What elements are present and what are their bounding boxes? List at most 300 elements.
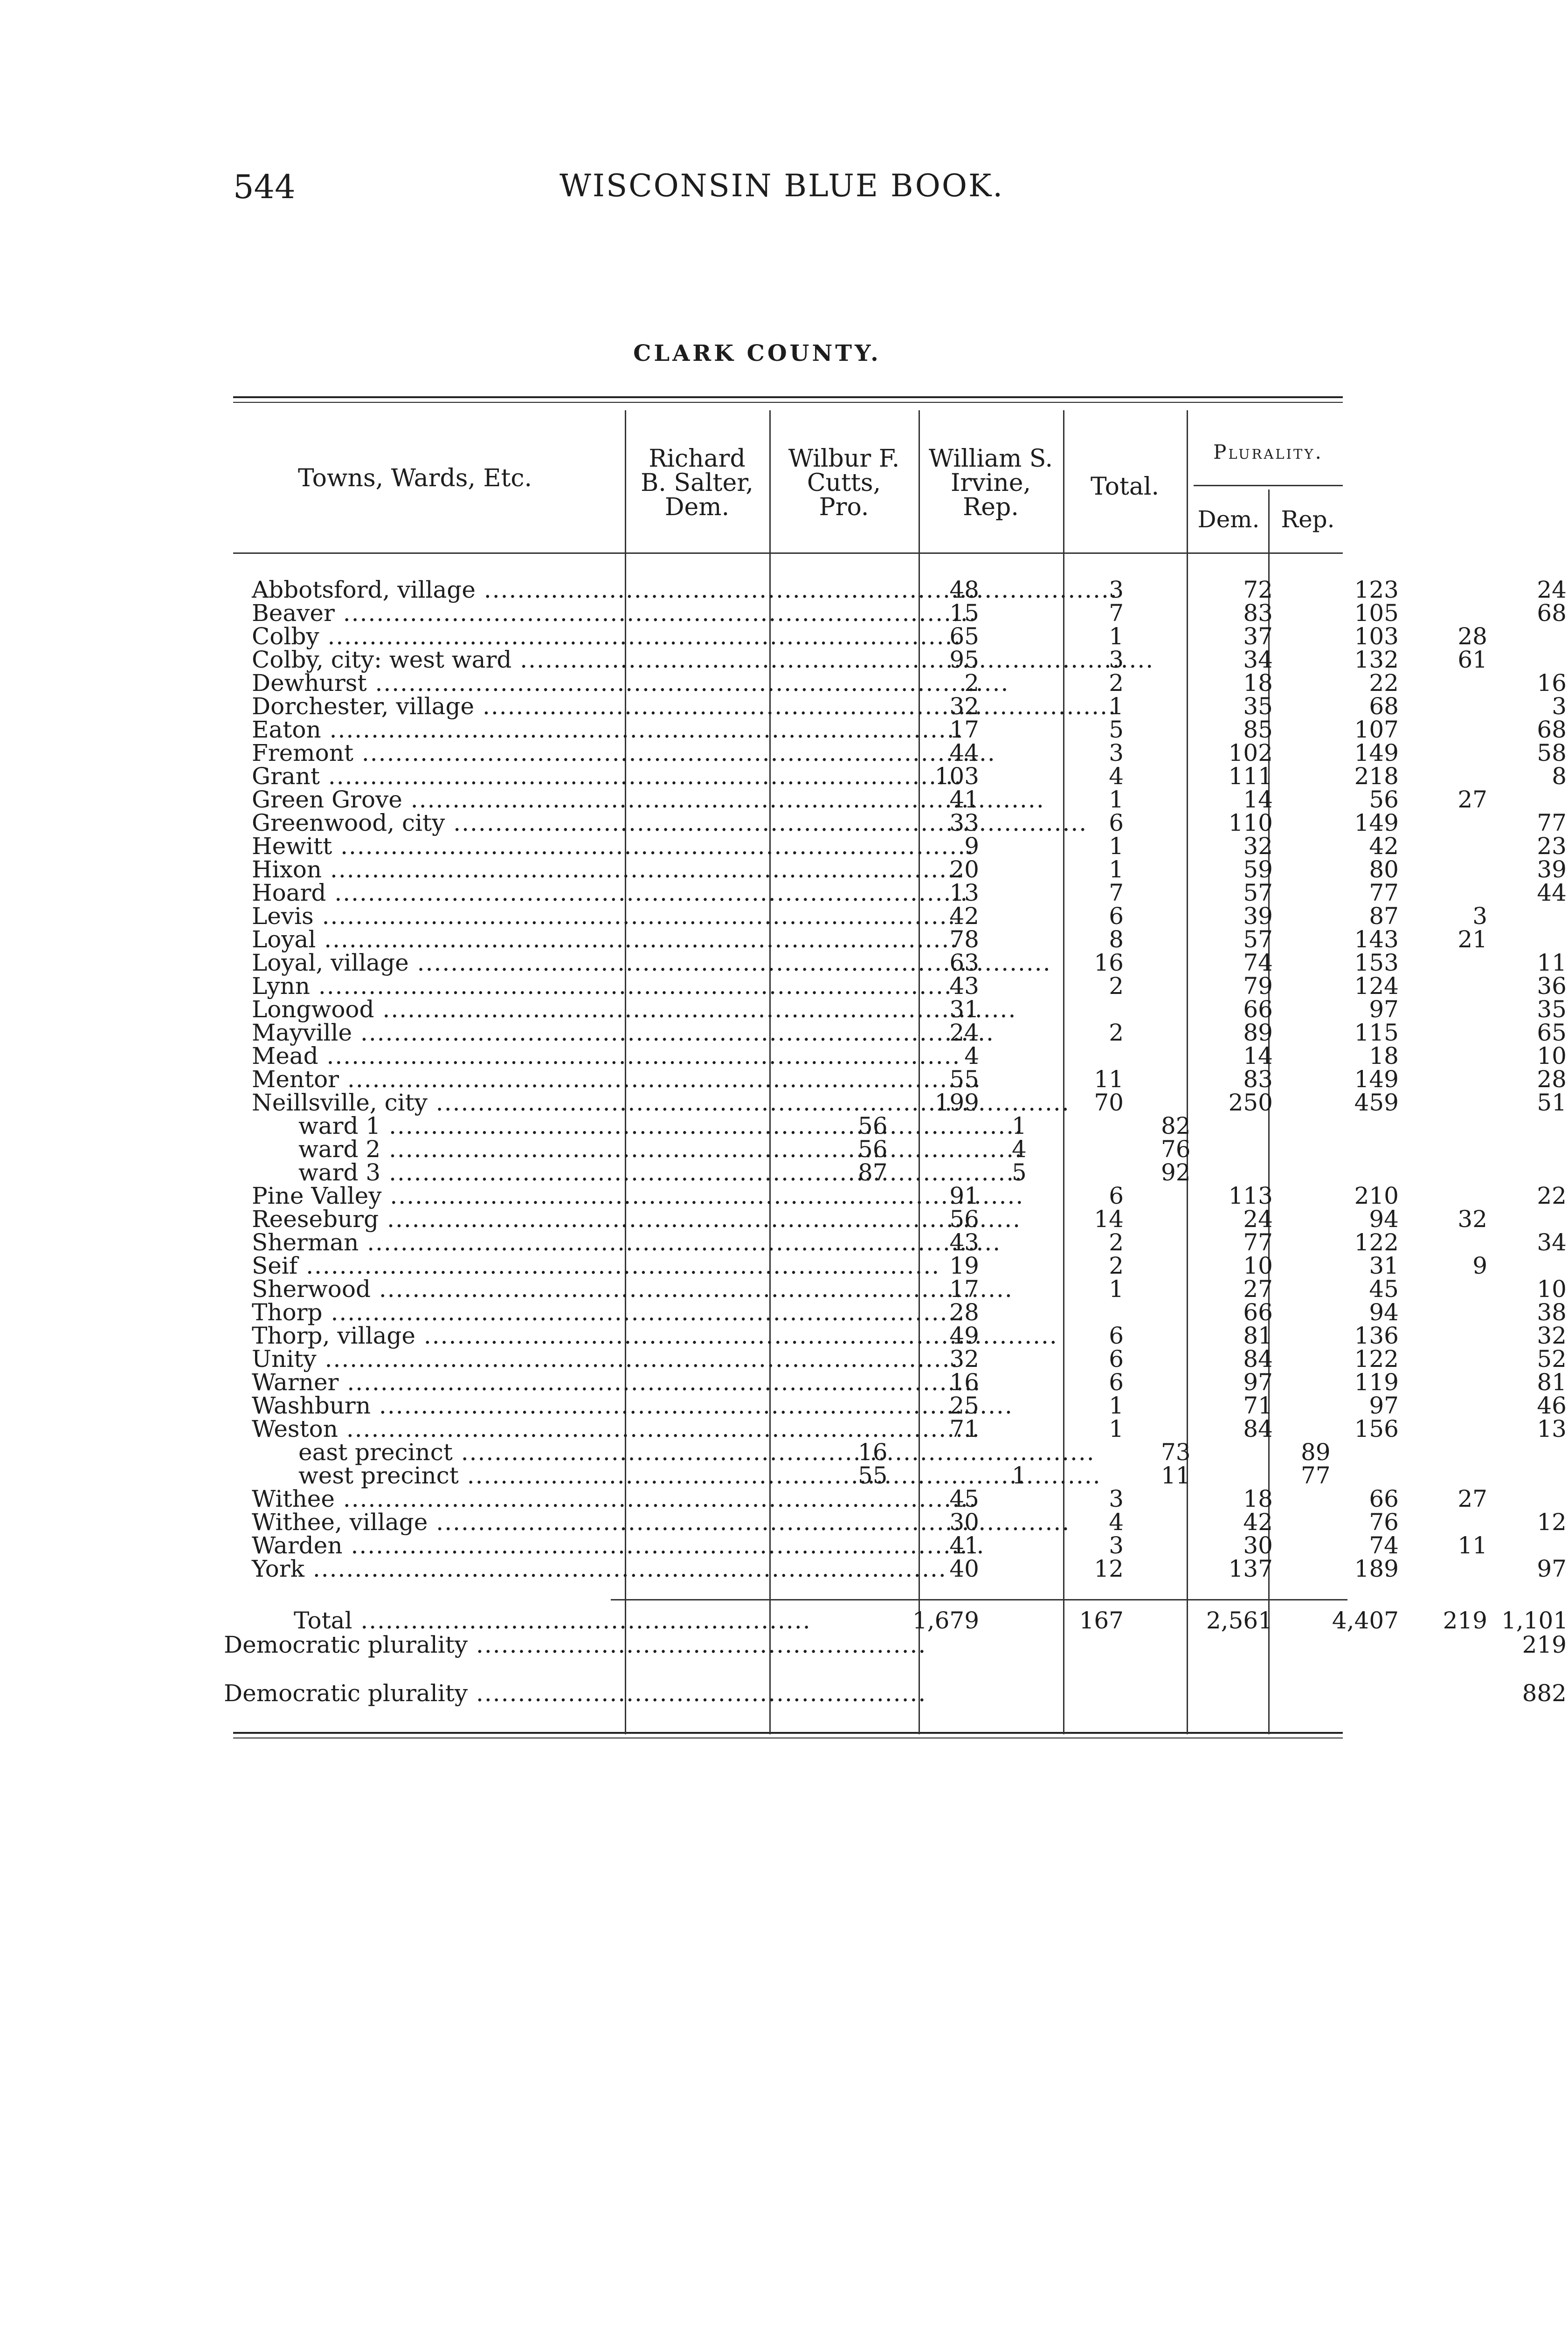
row-cutts-votes: 1 [1012,1112,1027,1139]
row-plurality-dem: 32 [1457,1206,1487,1233]
row-salter-votes: 199 [934,1089,979,1116]
row-name: Levis ..... [252,904,825,928]
row-cutts-votes: 6 [1109,1345,1124,1372]
row-name: Seif ..... [252,1254,825,1277]
row-plurality-rep: 46 [1537,1392,1567,1419]
row-salter-votes: 4 [964,1042,979,1069]
row-total-votes: 149 [1354,739,1399,766]
row-name: Withee, village ..... [252,1510,825,1534]
table-row [224,1509,1567,1536]
table-row [224,809,1567,836]
row-total-votes: 89 [1301,1439,1331,1466]
row-irvine-votes: 79 [1243,972,1273,1000]
democratic-plurality-row [224,1631,1567,1658]
row-irvine-votes: 32 [1243,833,1273,860]
row-plurality-rep: 81 [1537,1369,1567,1396]
row-salter-votes: 19 [949,1252,979,1279]
row-plurality-dem: 27 [1457,1485,1487,1512]
row-name: Longwood ..... [252,998,825,1021]
row-total-votes: 94 [1369,1206,1399,1233]
row-cutts-votes: 1 [1109,1276,1124,1303]
row-salter-votes: 17 [949,716,979,743]
total-plurality-rep: 1,101 [1501,1607,1568,1634]
row-plurality-rep: 39 [1537,856,1567,883]
table-row [224,1066,1567,1093]
header-plurality: Plurality. [1213,441,1323,463]
row-irvine-votes: 84 [1243,1415,1273,1442]
row-name: Weston ..... [252,1417,825,1441]
table-row [224,623,1487,650]
table-row [224,1182,1567,1209]
row-name: Mead ..... [252,1044,825,1068]
row-name: Sherwood ..... [252,1277,825,1301]
row-irvine-votes: 77 [1243,1229,1273,1256]
row-cutts-votes: 2 [1109,972,1124,1000]
row-total-votes: 124 [1354,972,1399,1000]
row-irvine-votes: 81 [1243,1322,1273,1349]
row-irvine-votes: 27 [1243,1276,1273,1303]
row-total-votes: 189 [1354,1555,1399,1582]
row-irvine-votes: 110 [1228,809,1273,836]
row-name: east precinct ..... [298,1441,872,1464]
row-plurality-rep: 68 [1537,716,1567,743]
header-towns: Towns, Wards, Etc. [297,464,532,492]
row-plurality-rep: 44 [1537,879,1567,906]
row-plurality-rep: 58 [1537,739,1567,766]
row-irvine-votes: 37 [1243,623,1273,650]
row-plurality-rep: 8 [1552,763,1567,790]
table-row [224,669,1567,697]
row-plurality-rep: 12 [1537,1509,1567,1536]
header-bottom-rule [233,552,1343,554]
row-cutts-votes: 1 [1109,1392,1124,1419]
row-name: Lynn ..... [252,974,825,998]
row-plurality-rep: 35 [1537,996,1567,1023]
row-salter-votes: 33 [949,809,979,836]
row-irvine-votes: 42 [1243,1509,1273,1536]
row-plurality-rep: 22 [1537,1182,1567,1209]
row-total-votes: 136 [1354,1322,1399,1349]
row-salter-votes: 42 [949,903,979,930]
row-salter-votes: 44 [949,739,979,766]
row-cutts-votes: 12 [1094,1555,1124,1582]
row-plurality-rep: 24 [1537,576,1567,603]
row-cutts-votes: 3 [1109,576,1124,603]
row-irvine-votes: 18 [1243,1485,1273,1512]
table-row [224,1206,1487,1233]
row-irvine-votes: 89 [1243,1019,1273,1046]
row-cutts-votes: 8 [1109,926,1124,953]
row-salter-votes: 28 [949,1299,979,1326]
row-irvine-votes: 24 [1243,1206,1273,1233]
table-top-rule-2 [233,402,1343,403]
row-name: ward 2 ..... [298,1138,872,1161]
row-total-votes: 42 [1369,833,1399,860]
row-name: Green Grove ..... [252,788,825,811]
table-row [224,646,1487,673]
row-irvine-votes: 10 [1243,1252,1273,1279]
book-title: WISCONSIN BLUE BOOK. [560,168,1004,204]
row-total-votes: 210 [1354,1182,1399,1209]
row-irvine-votes: 92 [1161,1159,1191,1186]
row-total-votes: 94 [1369,1299,1399,1326]
total-row [224,1607,1568,1634]
row-irvine-votes: 71 [1243,1392,1273,1419]
row-total-votes: 77 [1301,1462,1331,1489]
row-plurality-rep: 68 [1537,600,1567,627]
row-irvine-votes: 59 [1243,856,1273,883]
row-total-votes: 22 [1369,669,1399,697]
row-name: Eaton ..... [252,718,825,741]
row-cutts-votes: 1 [1109,786,1124,813]
row-name: Hewitt ..... [252,834,825,858]
row-name: Washburn ..... [252,1394,825,1417]
table-row [224,1042,1567,1069]
row-irvine-votes: 11 [1161,1462,1191,1489]
total-cutts: 167 [1079,1607,1124,1634]
row-salter-votes: 32 [949,1345,979,1372]
row-total-votes: 153 [1354,949,1399,976]
row-total-votes: 149 [1354,809,1399,836]
table-row [224,949,1567,976]
row-total-votes: 105 [1354,600,1399,627]
table-row [224,1415,1567,1442]
row-irvine-votes: 39 [1243,903,1273,930]
row-salter-votes: 91 [949,1182,979,1209]
row-name: Warner ..... [252,1371,825,1394]
row-irvine-votes: 137 [1228,1555,1273,1582]
row-salter-votes: 56 [858,1136,888,1163]
total-label: Total ..... [294,1608,816,1633]
row-plurality-dem: 3 [1472,903,1487,930]
row-plurality-dem: 21 [1457,926,1487,953]
table-row [224,996,1567,1023]
row-plurality-rep: 10 [1537,1276,1567,1303]
table-row [224,1276,1567,1303]
row-salter-votes: 63 [949,949,979,976]
row-plurality-rep: 38 [1537,1299,1567,1326]
row-cutts-votes: 5 [1109,716,1124,743]
table-top-rule [233,396,1343,398]
header-plurality-dem: Dem. [1197,506,1260,533]
table-row [224,1252,1487,1279]
row-total-votes: 143 [1354,926,1399,953]
row-name: Mentor ..... [252,1068,825,1091]
row-name: Abbotsford, village ..... [252,578,825,601]
row-plurality-rep: 97 [1537,1555,1567,1582]
row-name: Loyal ..... [252,928,825,951]
row-irvine-votes: 84 [1243,1345,1273,1372]
row-salter-votes: 9 [964,833,979,860]
row-plurality-rep: 11 [1537,949,1567,976]
table-row [224,576,1567,603]
row-name: Neillsville, city ..... [252,1091,825,1114]
row-name: Withee ..... [252,1487,825,1510]
row-salter-votes: 41 [949,1532,979,1559]
row-salter-votes: 16 [858,1439,888,1466]
row-cutts-votes: 1 [1109,856,1124,883]
row-total-votes: 31 [1369,1252,1399,1279]
row-name: York ..... [252,1557,825,1580]
row-name: Dorchester, village ..... [252,695,825,718]
county-title: CLARK COUNTY. [633,340,881,366]
row-irvine-votes: 97 [1243,1369,1273,1396]
table-row [224,1464,1352,1487]
row-salter-votes: 43 [949,972,979,1000]
row-name: Thorp ..... [252,1301,825,1324]
row-irvine-votes: 30 [1243,1532,1273,1559]
table-row [224,903,1487,930]
row-plurality-dem: 27 [1457,786,1487,813]
table-row [224,1229,1567,1256]
table-row [224,1532,1487,1559]
table-row [224,739,1567,766]
row-plurality-dem: 28 [1457,623,1487,650]
row-cutts-votes: 1 [1109,1415,1124,1442]
row-name: Fremont ..... [252,741,825,765]
table-row [224,1299,1567,1326]
row-salter-votes: 48 [949,576,979,603]
row-salter-votes: 55 [858,1462,888,1489]
row-irvine-votes: 102 [1228,739,1273,766]
row-irvine-votes: 14 [1243,1042,1273,1069]
row-salter-votes: 56 [949,1206,979,1233]
row-salter-votes: 41 [949,786,979,813]
row-plurality-rep: 77 [1537,809,1567,836]
table-row [224,1089,1567,1116]
row-cutts-votes: 7 [1109,600,1124,627]
row-cutts-votes: 2 [1109,1019,1124,1046]
header-total: Total. [1090,473,1159,501]
row-plurality-rep: 52 [1537,1345,1567,1372]
row-cutts-votes: 3 [1109,739,1124,766]
row-total-votes: 156 [1354,1415,1399,1442]
row-salter-votes: 2 [964,669,979,697]
row-name: Sherman ..... [252,1231,825,1254]
row-name: Colby ..... [252,625,825,648]
table-row [224,1555,1567,1582]
row-cutts-votes: 5 [1012,1159,1027,1186]
row-cutts-votes: 1 [1109,833,1124,860]
row-salter-votes: 65 [949,623,979,650]
table-row [224,856,1567,883]
row-salter-votes: 40 [949,1555,979,1582]
row-plurality-rep: 13 [1537,1415,1567,1442]
row-total-votes: 122 [1354,1345,1399,1372]
democratic-plurality-final-label: Democratic plurality ..... [224,1681,816,1705]
row-salter-votes: 87 [858,1159,888,1186]
plurality-rule [1194,485,1343,486]
row-salter-votes: 25 [949,1392,979,1419]
row-cutts-votes: 1 [1012,1462,1027,1489]
row-total-votes: 459 [1354,1089,1399,1116]
row-name: Dewhurst ..... [252,671,825,695]
row-salter-votes: 24 [949,1019,979,1046]
row-name: Mayville ..... [252,1021,825,1044]
row-salter-votes: 32 [949,693,979,720]
row-cutts-votes: 6 [1109,1369,1124,1396]
democratic-plurality-label: Democratic plurality ..... [224,1633,816,1657]
row-cutts-votes: 6 [1109,1182,1124,1209]
row-name: Hoard ..... [252,881,825,904]
row-total-votes: 74 [1369,1532,1399,1559]
row-cutts-votes: 4 [1012,1136,1027,1163]
row-cutts-votes: 11 [1094,1066,1124,1093]
row-total-votes: 77 [1369,879,1399,906]
row-plurality-rep: 32 [1537,1322,1567,1349]
row-cutts-votes: 70 [1094,1089,1124,1116]
row-name: west precinct ..... [298,1464,872,1487]
total-salter: 1,679 [912,1607,979,1634]
row-salter-votes: 71 [949,1415,979,1442]
row-name: Thorp, village ..... [252,1324,825,1347]
row-plurality-dem: 11 [1457,1532,1487,1559]
row-name: ward 1 ..... [298,1114,872,1138]
row-cutts-votes: 4 [1109,1509,1124,1536]
row-cutts-votes: 6 [1109,1322,1124,1349]
row-total-votes: 122 [1354,1229,1399,1256]
header-plurality-rep: Rep. [1281,506,1335,533]
row-irvine-votes: 250 [1228,1089,1273,1116]
table-row [224,1441,1352,1464]
row-cutts-votes: 2 [1109,1229,1124,1256]
row-total-votes: 107 [1354,716,1399,743]
row-cutts-votes: 14 [1094,1206,1124,1233]
row-irvine-votes: 113 [1228,1182,1273,1209]
row-irvine-votes: 83 [1243,600,1273,627]
row-salter-votes: 103 [934,763,979,790]
row-irvine-votes: 34 [1243,646,1273,673]
row-total-votes: 68 [1369,693,1399,720]
row-plurality-dem: 61 [1457,646,1487,673]
table-row [224,879,1567,906]
row-plurality-rep: 16 [1537,669,1567,697]
table-row [224,926,1487,953]
table-row [224,833,1567,860]
row-total-votes: 103 [1354,623,1399,650]
row-plurality-rep: 28 [1537,1066,1567,1093]
row-name: Colby, city: west ward ..... [252,648,825,671]
table-row [224,1345,1567,1372]
row-cutts-votes: 3 [1109,1485,1124,1512]
row-name: Loyal, village ..... [252,951,825,974]
header-salter: Richard B. Salter, Dem. [641,445,753,521]
table-row [224,1322,1567,1349]
row-salter-votes: 45 [949,1485,979,1512]
row-irvine-votes: 18 [1243,669,1273,697]
row-total-votes: 218 [1354,763,1399,790]
democratic-plurality-final-row [224,1680,1567,1707]
page-number: 544 [233,168,296,206]
row-cutts-votes: 1 [1109,623,1124,650]
row-name: Pine Valley ..... [252,1184,825,1207]
row-cutts-votes: 3 [1109,646,1124,673]
row-salter-votes: 43 [949,1229,979,1256]
row-name: Beaver ..... [252,601,825,625]
table-row [224,763,1567,790]
row-cutts-votes: 6 [1109,903,1124,930]
democratic-plurality-final-value: 882 [1522,1680,1567,1707]
row-salter-votes: 16 [949,1369,979,1396]
row-salter-votes: 31 [949,996,979,1023]
header-irvine: William S. Irvine, Rep. [928,445,1053,521]
row-name: Unity ..... [252,1347,825,1371]
table-row [224,972,1567,1000]
row-total-votes: 97 [1369,996,1399,1023]
page-header [233,168,1352,214]
total-total: 4,407 [1332,1607,1399,1634]
row-irvine-votes: 66 [1243,996,1273,1023]
row-name: Hixon ..... [252,858,825,881]
row-irvine-votes: 35 [1243,693,1273,720]
row-cutts-votes: 2 [1109,669,1124,697]
row-irvine-votes: 14 [1243,786,1273,813]
row-name: Greenwood, city ..... [252,811,825,834]
row-salter-votes: 49 [949,1322,979,1349]
totals-section [224,1607,1568,1707]
row-irvine-votes: 82 [1161,1112,1191,1139]
row-irvine-votes: 76 [1161,1136,1191,1163]
header-cutts: Wilbur F. Cutts, Pro. [788,445,900,521]
table-row [224,1392,1567,1419]
row-total-votes: 80 [1369,856,1399,883]
row-salter-votes: 30 [949,1509,979,1536]
table-row [224,1161,1352,1184]
row-cutts-votes: 2 [1109,1252,1124,1279]
row-irvine-votes: 74 [1243,949,1273,976]
row-total-votes: 97 [1369,1392,1399,1419]
totals-rule [611,1599,1347,1600]
table-row [224,1485,1487,1512]
row-cutts-votes: 7 [1109,879,1124,906]
row-cutts-votes: 3 [1109,1532,1124,1559]
row-total-votes: 87 [1369,903,1399,930]
row-name: Grant ..... [252,765,825,788]
results-table-body [224,576,1567,1582]
row-total-votes: 45 [1369,1276,1399,1303]
row-salter-votes: 55 [949,1066,979,1093]
table-row [224,693,1567,720]
table-row [224,600,1567,627]
row-salter-votes: 95 [949,646,979,673]
row-irvine-votes: 57 [1243,879,1273,906]
democratic-plurality-subtract: 219 [1522,1631,1567,1658]
row-plurality-rep: 3 [1552,693,1567,720]
row-irvine-votes: 111 [1228,763,1273,790]
row-plurality-rep: 34 [1537,1229,1567,1256]
row-salter-votes: 15 [949,600,979,627]
row-salter-votes: 56 [858,1112,888,1139]
row-name: Reeseburg ..... [252,1207,825,1231]
row-plurality-rep: 65 [1537,1019,1567,1046]
table-row [224,786,1487,813]
row-total-votes: 132 [1354,646,1399,673]
row-irvine-votes: 66 [1243,1299,1273,1326]
table-row [224,1369,1567,1396]
row-total-votes: 119 [1354,1369,1399,1396]
row-plurality-dem: 9 [1472,1252,1487,1279]
row-total-votes: 115 [1354,1019,1399,1046]
row-plurality-rep: 51 [1537,1089,1567,1116]
row-salter-votes: 20 [949,856,979,883]
row-total-votes: 56 [1369,786,1399,813]
row-irvine-votes: 83 [1243,1066,1273,1093]
row-total-votes: 76 [1369,1509,1399,1536]
row-cutts-votes: 1 [1109,693,1124,720]
row-salter-votes: 78 [949,926,979,953]
row-cutts-votes: 6 [1109,809,1124,836]
row-salter-votes: 17 [949,1276,979,1303]
